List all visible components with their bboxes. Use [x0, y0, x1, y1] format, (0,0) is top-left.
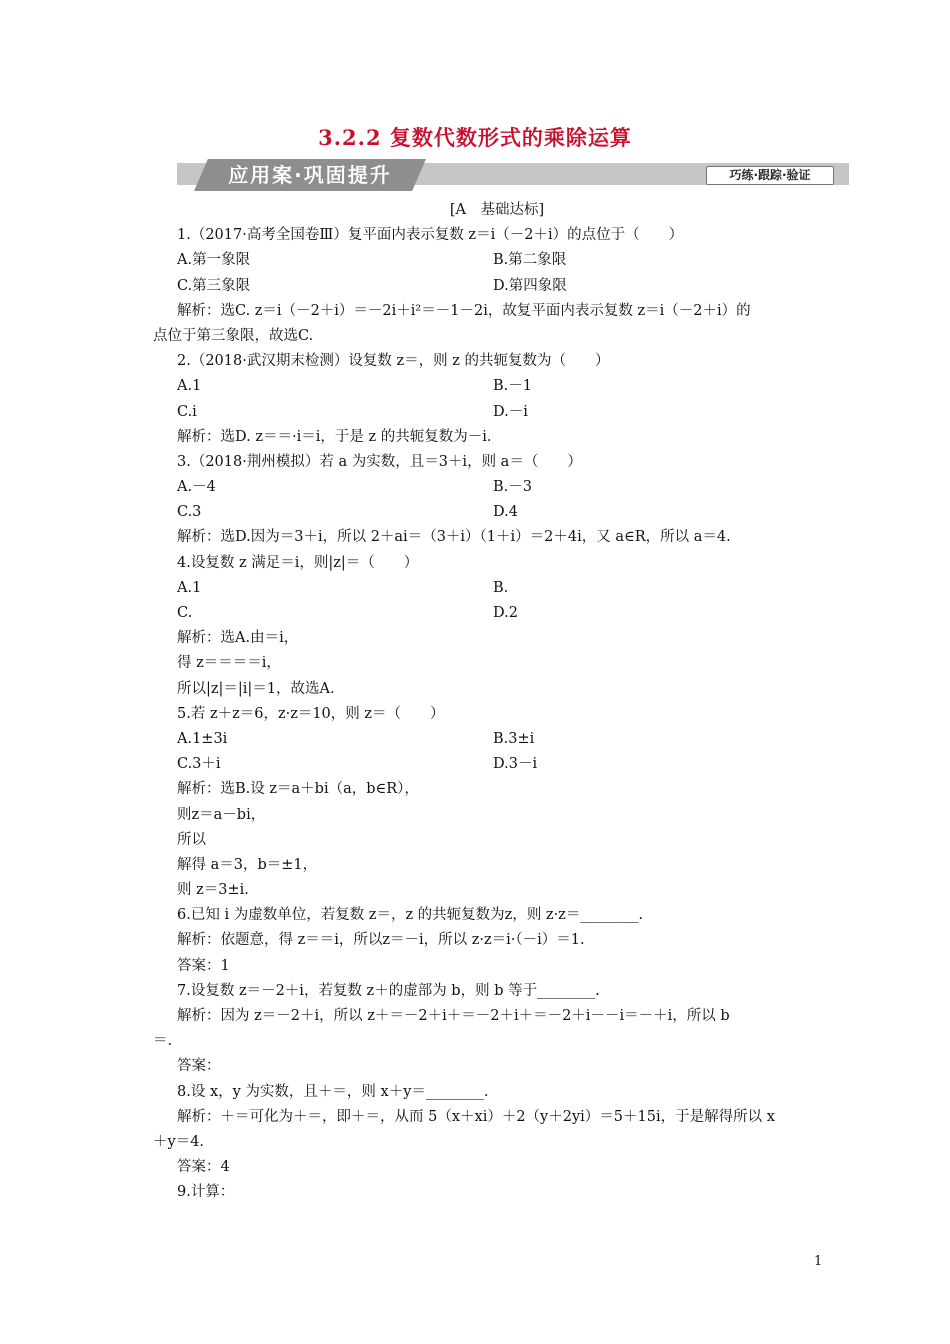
- solution-line: 则 z＝3±i.: [177, 882, 249, 899]
- option: A.－4: [177, 479, 216, 496]
- option: D.第四象限: [493, 277, 567, 294]
- option: D.－i: [493, 403, 528, 420]
- solution-line: 解析：选D.因为＝3＋i，所以 2＋ai＝（3＋i）（1＋i）＝2＋4i，又 a∈R，所以 a＝4.: [177, 529, 731, 546]
- option: D.4: [493, 504, 518, 521]
- page-number: 1: [814, 1254, 823, 1269]
- options-row: [177, 727, 817, 752]
- section-heading: [A 基础达标]: [449, 202, 545, 218]
- option: B.第二象限: [493, 252, 567, 269]
- options-row: [177, 601, 817, 626]
- option: A.1±3i: [177, 730, 228, 747]
- solution-line: 解析：选A.由＝i，: [177, 630, 299, 647]
- option: C.: [177, 605, 193, 621]
- solution-line: ＝.: [153, 1033, 173, 1050]
- solution-line: 所以|z|＝|i|＝1，故选A.: [177, 680, 335, 697]
- option: B.: [493, 579, 509, 596]
- options-row: [177, 400, 817, 425]
- question-9: 9.计算：: [177, 1184, 235, 1201]
- banner-badge: 巧练·跟踪·验证: [706, 166, 834, 185]
- exercise-content: [153, 198, 817, 1206]
- page-title: 3.2.2 复数代数形式的乘除运算: [318, 125, 632, 150]
- solution-line: 解析：依题意，得 z＝＝i，所以z＝－i，所以 z·z＝i·（－i）＝1.: [177, 932, 585, 949]
- question-7: 7.设复数 z＝－2＋i，若复数 z＋的虚部为 b，则 b 等于________.: [177, 982, 600, 999]
- option: C.3＋i: [177, 756, 221, 773]
- solution-line: 得 z＝＝＝＝i，: [177, 655, 281, 672]
- answer-line: 答案：: [177, 1058, 221, 1075]
- option: C.i: [177, 403, 197, 420]
- question-2: 2.（2018·武汉期末检测）设复数 z＝，则 z 的共轭复数为（ ）: [177, 353, 610, 370]
- option: A.1: [177, 579, 202, 596]
- answer-line: 答案：1: [177, 957, 230, 974]
- option: B.－1: [493, 378, 532, 395]
- solution-line: 解析：选D. z＝＝·i＝i，于是 z 的共轭复数为－i.: [177, 428, 492, 445]
- option: C.3: [177, 504, 202, 521]
- option: A.第一象限: [177, 252, 251, 269]
- option: A.1: [177, 378, 202, 395]
- solution-line: 点位于第三象限，故选C.: [153, 327, 314, 344]
- question-1: 1.（2017·高考全国卷Ⅲ）复平面内表示复数 z＝i（－2＋i）的点位于（ ）: [177, 227, 684, 244]
- option: D.2: [493, 605, 518, 621]
- options-row: [177, 500, 817, 525]
- solution-line: 则z＝a－bi，: [177, 806, 266, 823]
- banner-tab-label: 应用案·巩固提升: [228, 163, 392, 187]
- solution-line: 解析：＋＝可化为＋＝，即＋＝，从而 5（x＋xi）＋2（y＋2yi）＝5＋15i，于是解得所以 x: [177, 1108, 775, 1125]
- options-row: [177, 274, 817, 299]
- option: D.3－i: [493, 756, 538, 773]
- solution-line: 解得 a＝3，b＝±1，: [177, 856, 318, 873]
- solution-line: 解析：选B.设 z＝a＋bi（a，b∈R），: [177, 781, 419, 798]
- options-row: [177, 374, 817, 399]
- question-6: 6.已知 i 为虚数单位，若复数 z＝，z 的共轭复数为z，则 z·z＝________.: [177, 907, 643, 924]
- option: B.3±i: [493, 730, 535, 747]
- options-row: [177, 248, 817, 273]
- option: C.第三象限: [177, 277, 251, 294]
- options-row: [177, 576, 817, 601]
- solution-line: 所以: [177, 831, 206, 848]
- answer-line: 答案：4: [177, 1159, 230, 1176]
- options-row: [177, 752, 817, 777]
- options-row: [177, 475, 817, 500]
- question-4: 4.设复数 z 满足＝i，则|z|＝（ ）: [177, 554, 419, 571]
- solution-line: ＋y＝4.: [153, 1133, 205, 1150]
- question-5: 5.若 z＋z＝6，z·z＝10，则 z＝（ ）: [177, 705, 445, 722]
- question-8: 8.设 x，y 为实数，且＋＝，则 x＋y＝________.: [177, 1083, 489, 1100]
- question-3: 3.（2018·荆州模拟）若 a 为实数，且＝3＋i，则 a＝（ ）: [177, 453, 582, 470]
- solution-line: 解析：因为 z＝－2＋i，所以 z＋＝－2＋i＋＝－2＋i＋＝－2＋i－－i＝－＋i，所以 b: [177, 1008, 730, 1024]
- solution-line: 解析：选C. z＝i（－2＋i）＝－2i＋i²＝－1－2i，故复平面内表示复数 z＝i（－2＋i）的: [177, 302, 751, 319]
- option: B.－3: [493, 479, 532, 496]
